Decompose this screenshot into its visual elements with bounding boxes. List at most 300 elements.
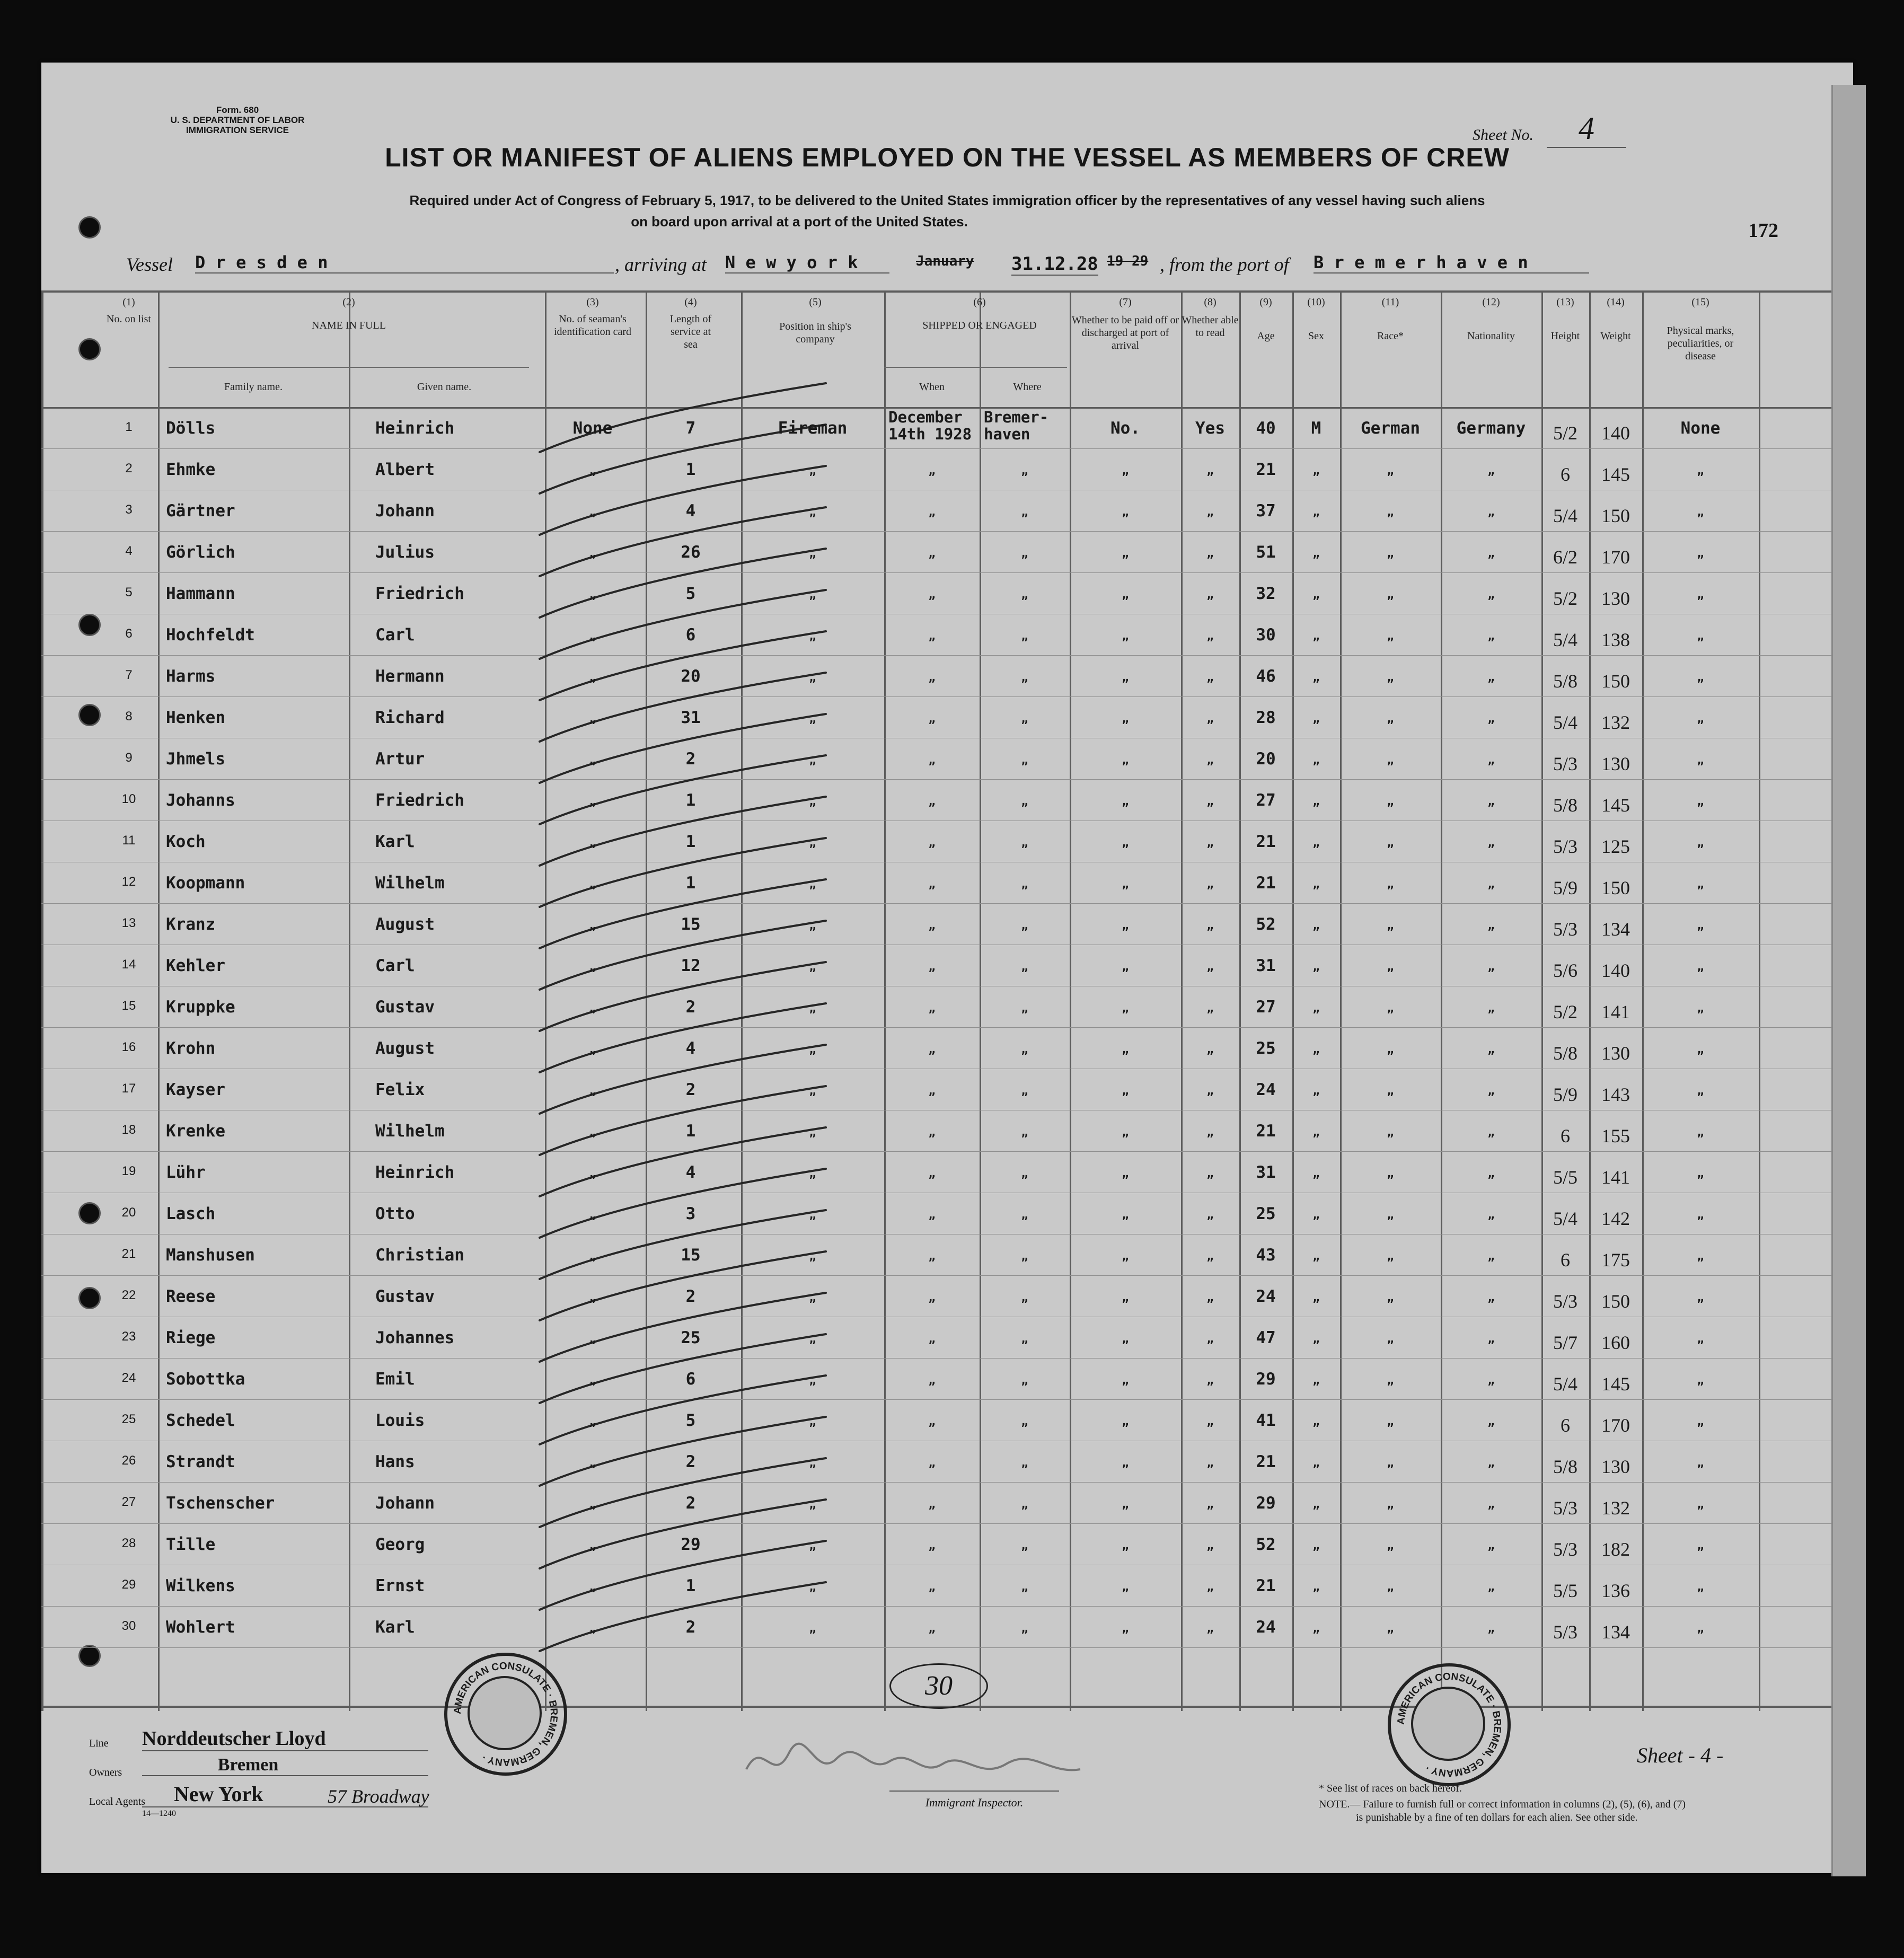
age: 21	[1256, 874, 1276, 893]
weight: 150	[1601, 877, 1630, 898]
age: 21	[1256, 832, 1276, 851]
manifest-sheet	[41, 63, 1853, 1873]
sex-ditto: „	[1312, 1415, 1320, 1428]
height: 6/2	[1553, 546, 1577, 568]
paid-off-ditto: „	[1122, 1126, 1129, 1139]
paid-off-ditto: „	[1122, 1209, 1129, 1222]
weight: 145	[1601, 1373, 1630, 1395]
paid-off-ditto: „	[1122, 1291, 1129, 1304]
age: 27	[1256, 998, 1276, 1017]
owners-label: Owners	[89, 1767, 122, 1778]
when-ditto: „	[928, 836, 936, 850]
given-name: Carl	[375, 625, 415, 645]
height: 5/5	[1553, 1167, 1577, 1188]
nationality-ditto: „	[1487, 712, 1495, 726]
where-ditto: „	[1021, 1622, 1028, 1635]
nationality-ditto: „	[1487, 547, 1495, 560]
read-ditto: „	[1206, 1167, 1214, 1180]
weight: 145	[1601, 795, 1630, 816]
paid-off-ditto: „	[1122, 1333, 1129, 1346]
position-ditto: „	[809, 1126, 816, 1139]
row-number: 28	[121, 1536, 136, 1550]
given-name: Heinrich	[375, 419, 455, 438]
paid-off-ditto: „	[1122, 960, 1129, 974]
weight: 132	[1601, 1497, 1630, 1519]
position-ditto: „	[809, 630, 816, 643]
row-number: 13	[121, 916, 136, 930]
inspector-rule	[889, 1791, 1059, 1792]
position-ditto: „	[809, 588, 816, 602]
id-card-ditto: „	[589, 588, 596, 602]
family-name: Harms	[166, 667, 216, 686]
row-number: 17	[121, 1081, 136, 1096]
weight: 136	[1601, 1580, 1630, 1601]
engaged-when-2: 14th 1928	[888, 425, 972, 443]
weight: 150	[1601, 1291, 1630, 1312]
height: 5/2	[1553, 588, 1577, 609]
row-number: 21	[121, 1247, 136, 1261]
paid-off-ditto: „	[1122, 1415, 1129, 1428]
note-line1	[1319, 1798, 1686, 1811]
where-ditto: „	[1021, 1498, 1028, 1511]
height: 5/3	[1553, 1621, 1577, 1643]
given-name: Hans	[375, 1452, 415, 1471]
when-ditto: „	[928, 1209, 936, 1222]
sex-ditto: „	[1312, 464, 1320, 478]
height: 5/3	[1553, 919, 1577, 940]
row-number: 1	[125, 420, 133, 434]
age: 31	[1256, 956, 1276, 975]
race-ditto: „	[1387, 1374, 1394, 1387]
position-ditto: „	[809, 464, 816, 478]
marks-ditto: „	[1697, 919, 1704, 932]
position-ditto: „	[809, 960, 816, 974]
family-name: Tille	[166, 1535, 216, 1554]
sex-ditto: „	[1312, 1498, 1320, 1511]
sex-ditto: „	[1312, 1374, 1320, 1387]
given-name: Carl	[375, 956, 415, 975]
agents-address: 57 Broadway	[328, 1786, 429, 1807]
engaged-where-2: haven	[984, 425, 1030, 443]
service-length: 4	[685, 1163, 696, 1182]
paid-off-ditto: „	[1122, 506, 1129, 519]
nationality-ditto: „	[1487, 1043, 1495, 1056]
service-length: 2	[685, 1080, 696, 1099]
where-ditto: „	[1021, 1374, 1028, 1387]
col-num-3: (3)	[586, 296, 599, 308]
nationality-ditto: „	[1487, 1291, 1495, 1304]
family-name: Jhmels	[166, 749, 225, 769]
position-ditto: „	[809, 1043, 816, 1056]
where-ditto: „	[1021, 1002, 1028, 1015]
height: 5/9	[1553, 877, 1577, 898]
service-length: 15	[681, 1246, 701, 1265]
position-ditto: „	[809, 712, 816, 726]
sheet-no-value: 4	[1547, 110, 1626, 148]
race-ditto: „	[1387, 712, 1394, 726]
col-label-8: Whether able to read	[1182, 314, 1239, 339]
col-num-9: (9)	[1259, 296, 1272, 308]
family-name: Henken	[166, 708, 225, 727]
read-ditto: „	[1206, 1002, 1214, 1015]
when-ditto: „	[928, 1167, 936, 1180]
paid-off-ditto: „	[1122, 1498, 1129, 1511]
race-ditto: „	[1387, 1250, 1394, 1263]
read-ditto: „	[1206, 464, 1214, 478]
when-ditto: „	[928, 1498, 936, 1511]
service-name: IMMIGRATION SERVICE	[186, 125, 289, 135]
age: 52	[1256, 1535, 1276, 1554]
sex: M	[1311, 419, 1321, 438]
service-length: 1	[685, 460, 696, 479]
when-ditto: „	[928, 754, 936, 767]
row-number: 18	[121, 1123, 136, 1137]
id-card-ditto: „	[589, 1084, 596, 1098]
family-name: Tschenscher	[166, 1494, 275, 1513]
sheet-edge	[1831, 85, 1866, 1876]
paid-off-ditto: „	[1122, 1374, 1129, 1387]
subtitle-line2: on board upon arrival at a port of the United States.	[631, 214, 968, 230]
paid-off-ditto: „	[1122, 1043, 1129, 1056]
given-name: Emil	[375, 1370, 415, 1389]
marks-ditto: „	[1697, 754, 1704, 767]
row-number: 6	[125, 627, 133, 641]
row-number: 5	[125, 585, 133, 599]
race-ditto: „	[1387, 1622, 1394, 1635]
service-length: 5	[685, 1411, 696, 1430]
read-ditto: „	[1206, 1084, 1214, 1098]
service-length: 12	[681, 956, 701, 975]
position-ditto: „	[809, 1374, 816, 1387]
given-name: Wilhelm	[375, 1122, 445, 1141]
read-ditto: „	[1206, 506, 1214, 519]
id-card-ditto: „	[589, 754, 596, 767]
read-ditto: „	[1206, 960, 1214, 974]
age: 24	[1256, 1618, 1276, 1637]
read-ditto: „	[1206, 630, 1214, 643]
sex-ditto: „	[1312, 754, 1320, 767]
paid-off-ditto: „	[1122, 1539, 1129, 1553]
row-number: 26	[121, 1453, 136, 1468]
sex-ditto: „	[1312, 1291, 1320, 1304]
given-name: Johann	[375, 501, 435, 521]
height: 5/8	[1553, 1456, 1577, 1477]
given-name: Karl	[375, 1618, 415, 1637]
service-length: 2	[685, 1618, 696, 1637]
nationality-ditto: „	[1487, 671, 1495, 684]
col-num-7: (7)	[1119, 296, 1132, 308]
given-name: Gustav	[375, 1287, 435, 1306]
family-name: Wilkens	[166, 1576, 235, 1595]
position-ditto: „	[809, 1539, 816, 1553]
sex-ditto: „	[1312, 1043, 1320, 1056]
family-name: Manshusen	[166, 1246, 255, 1265]
race-ditto: „	[1387, 960, 1394, 974]
col-num-12: (12)	[1482, 296, 1500, 308]
weight: 130	[1601, 1456, 1630, 1477]
row-number: 23	[121, 1329, 136, 1344]
position-ditto: „	[809, 506, 816, 519]
service-length: 7	[685, 419, 696, 438]
given-name: Heinrich	[375, 1163, 455, 1182]
id-card-ditto: „	[589, 506, 596, 519]
read-ditto: „	[1206, 919, 1214, 932]
nationality-ditto: „	[1487, 1084, 1495, 1098]
service-length: 20	[681, 667, 701, 686]
seal-text: AMERICAN CONSULATE · BREMEN, GERMANY ·	[452, 1660, 560, 1768]
nationality-ditto: „	[1487, 1581, 1495, 1594]
weight: 150	[1601, 505, 1630, 526]
race-ditto: „	[1387, 836, 1394, 850]
weight: 145	[1601, 464, 1630, 485]
col-num-11: (11)	[1381, 296, 1399, 308]
weight: 155	[1601, 1125, 1630, 1146]
where-ditto: „	[1021, 506, 1028, 519]
marks-ditto: „	[1697, 464, 1704, 478]
given-name: Gustav	[375, 998, 435, 1017]
when-ditto: „	[928, 506, 936, 519]
race-ditto: „	[1387, 588, 1394, 602]
given-name: Karl	[375, 832, 415, 851]
paid-off-ditto: „	[1122, 1084, 1129, 1098]
position-ditto: „	[809, 795, 816, 808]
sex-ditto: „	[1312, 1333, 1320, 1346]
where-ditto: „	[1021, 1291, 1028, 1304]
id-card-ditto: „	[589, 630, 596, 643]
marks-ditto: „	[1697, 1209, 1704, 1222]
position-ditto: „	[809, 1209, 816, 1222]
id-card-ditto: „	[589, 1581, 596, 1594]
position-ditto: „	[809, 754, 816, 767]
note-text1: — Failure to furnish full or correct information in columns (2), (5), (6), and (7)	[1350, 1798, 1686, 1810]
race-ditto: „	[1387, 630, 1394, 643]
age: 29	[1256, 1494, 1276, 1513]
family-name: Krohn	[166, 1039, 216, 1058]
read-ditto: „	[1206, 795, 1214, 808]
where-ditto: „	[1021, 1415, 1028, 1428]
consulate-seal-left	[444, 1653, 567, 1776]
family-name: Kehler	[166, 956, 225, 975]
col-label-3: No. of seaman's identification card	[553, 313, 632, 338]
family-name: Kruppke	[166, 998, 235, 1017]
arrival-date: 31.12.28	[1011, 253, 1098, 275]
row-number: 27	[121, 1495, 136, 1509]
position-ditto: „	[809, 1002, 816, 1015]
sex-ditto: „	[1312, 1002, 1320, 1015]
col-num-14: (14)	[1607, 296, 1625, 308]
nationality-ditto: „	[1487, 1209, 1495, 1222]
nationality-ditto: „	[1487, 1002, 1495, 1015]
id-card-ditto: „	[589, 1291, 596, 1304]
col-label-10: Sex	[1308, 330, 1324, 342]
when-ditto: „	[928, 630, 936, 643]
row-number: 19	[121, 1164, 136, 1178]
height: 5/4	[1553, 1373, 1577, 1395]
marks-ditto: „	[1697, 1457, 1704, 1470]
when-ditto: „	[928, 1043, 936, 1056]
family-name: Schedel	[166, 1411, 235, 1430]
nationality-ditto: „	[1487, 506, 1495, 519]
paid-off-ditto: „	[1122, 878, 1129, 891]
col-label-1: No. on list	[107, 313, 151, 325]
where-ditto: „	[1021, 588, 1028, 602]
race-ditto: „	[1387, 671, 1394, 684]
height: 5/3	[1553, 836, 1577, 857]
paid-off-ditto: „	[1122, 1250, 1129, 1263]
race-ditto: „	[1387, 1457, 1394, 1470]
service-length: 1	[685, 874, 696, 893]
agents-city: New York	[142, 1781, 428, 1807]
given-name: Wilhelm	[375, 874, 445, 893]
family-name: Lühr	[166, 1163, 206, 1182]
read-ditto: „	[1206, 1539, 1214, 1553]
race-ditto: „	[1387, 1333, 1394, 1346]
service-length: 31	[681, 708, 701, 727]
marks-ditto: „	[1697, 1374, 1704, 1387]
col-label-6: SHIPPED OR ENGAGED	[922, 320, 1037, 331]
height: 6	[1561, 1125, 1570, 1146]
family-name: Hammann	[166, 584, 235, 603]
col-label-5: Position in ship's company	[779, 321, 851, 345]
weight: 130	[1601, 588, 1630, 609]
nationality-ditto: „	[1487, 1498, 1495, 1511]
service-length: 29	[681, 1535, 701, 1554]
where-ditto: „	[1021, 464, 1028, 478]
struck-month: January	[916, 253, 974, 269]
race-ditto: „	[1387, 547, 1394, 560]
marks-ditto: „	[1697, 795, 1704, 808]
row-number: 22	[121, 1288, 136, 1302]
height: 5/8	[1553, 795, 1577, 816]
marks-ditto: „	[1697, 1622, 1704, 1635]
arriving-label: , arriving at	[615, 254, 707, 275]
row-number: 20	[121, 1205, 136, 1220]
row-number: 14	[121, 957, 136, 972]
age: 46	[1256, 667, 1276, 686]
where-ditto: „	[1021, 878, 1028, 891]
marks-ditto: „	[1697, 630, 1704, 643]
family-name: Krenke	[166, 1122, 225, 1141]
paid-off-ditto: „	[1122, 1167, 1129, 1180]
row-number: 2	[125, 461, 133, 475]
height: 5/9	[1553, 1084, 1577, 1105]
id-card-ditto: „	[589, 1415, 596, 1428]
sex-ditto: „	[1312, 836, 1320, 850]
weight: 140	[1601, 960, 1630, 981]
paid-off-ditto: „	[1122, 836, 1129, 850]
sex-ditto: „	[1312, 630, 1320, 643]
where-ditto: „	[1021, 1209, 1028, 1222]
line-label: Line	[89, 1737, 109, 1749]
id-card-ditto: „	[589, 1043, 596, 1056]
subtitle-line1: Required under Act of Congress of February 5, 1917, to be delivered to the United States immigration officer by the representatives of any vessel having such aliens	[409, 192, 1485, 208]
service-length: 3	[685, 1204, 696, 1223]
age: 20	[1256, 749, 1276, 769]
read-ditto: „	[1206, 1415, 1214, 1428]
when-ditto: „	[928, 1084, 936, 1098]
inspector-signature	[730, 1732, 1123, 1796]
race-ditto: „	[1387, 878, 1394, 891]
service-length: 1	[685, 1122, 696, 1141]
inspector-label: Immigrant Inspector.	[925, 1796, 1024, 1809]
weight: 130	[1601, 753, 1630, 774]
marks-ditto: „	[1697, 1291, 1704, 1304]
when-ditto: „	[928, 1415, 936, 1428]
agents-label: Local Agents	[89, 1796, 146, 1807]
age: 29	[1256, 1370, 1276, 1389]
age: 28	[1256, 708, 1276, 727]
read-ditto: „	[1206, 1250, 1214, 1263]
where-ditto: „	[1021, 1126, 1028, 1139]
weight: 143	[1601, 1084, 1630, 1105]
id-card-ditto: „	[589, 1002, 596, 1015]
family-name: Kayser	[166, 1080, 225, 1099]
read-ditto: „	[1206, 1622, 1214, 1635]
sex-ditto: „	[1312, 588, 1320, 602]
marks-ditto: „	[1697, 1539, 1704, 1553]
position-ditto: „	[809, 1167, 816, 1180]
total-count: 30	[889, 1663, 988, 1709]
weight: 182	[1601, 1539, 1630, 1560]
nationality-ditto: „	[1487, 1333, 1495, 1346]
marks-ditto: „	[1697, 671, 1704, 684]
family-name: Dölls	[166, 419, 216, 438]
height: 5/3	[1553, 1291, 1577, 1312]
race-ditto: „	[1387, 1581, 1394, 1594]
family-name: Gärtner	[166, 501, 235, 521]
id-card-ditto: „	[589, 712, 596, 726]
race-ditto: „	[1387, 1209, 1394, 1222]
given-name: August	[375, 915, 435, 934]
service-length: 2	[685, 998, 696, 1017]
paid-off-ditto: „	[1122, 630, 1129, 643]
where-ditto: „	[1021, 1333, 1028, 1346]
id-card-ditto: „	[589, 1333, 596, 1346]
paid-off-ditto: „	[1122, 547, 1129, 560]
col-label-7: Whether to be paid off or discharged at port of arrival	[1071, 314, 1179, 351]
height: 5/2	[1553, 422, 1577, 444]
id-card-ditto: „	[589, 836, 596, 850]
race-ditto: „	[1387, 1002, 1394, 1015]
family-name: Ehmke	[166, 460, 216, 479]
id-card-ditto: „	[589, 1539, 596, 1553]
where-ditto: „	[1021, 1581, 1028, 1594]
given-name: Richard	[375, 708, 445, 727]
position-ditto: „	[809, 547, 816, 560]
paid-off-ditto: „	[1122, 919, 1129, 932]
engaged-when-1: December	[888, 408, 963, 426]
id-card-ditto: „	[589, 1126, 596, 1139]
marks-ditto: „	[1697, 960, 1704, 974]
row-number: 3	[125, 502, 133, 517]
position-ditto: „	[809, 1498, 816, 1511]
race-ditto: „	[1387, 754, 1394, 767]
race-ditto: „	[1387, 1126, 1394, 1139]
line-name: Norddeutscher Lloyd	[142, 1727, 428, 1751]
given-name: Artur	[375, 749, 425, 769]
race-ditto: „	[1387, 919, 1394, 932]
age: 24	[1256, 1080, 1276, 1099]
position-ditto: „	[809, 878, 816, 891]
id-card-ditto: „	[589, 547, 596, 560]
page-title: LIST OR MANIFEST OF ALIENS EMPLOYED ON THE VESSEL AS MEMBERS OF CREW	[385, 143, 1510, 172]
where-ditto: „	[1021, 754, 1028, 767]
age: 40	[1256, 419, 1276, 438]
sex-ditto: „	[1312, 1539, 1320, 1553]
where-ditto: „	[1021, 630, 1028, 643]
marks-ditto: „	[1697, 1167, 1704, 1180]
col-label-9: Age	[1257, 330, 1275, 342]
